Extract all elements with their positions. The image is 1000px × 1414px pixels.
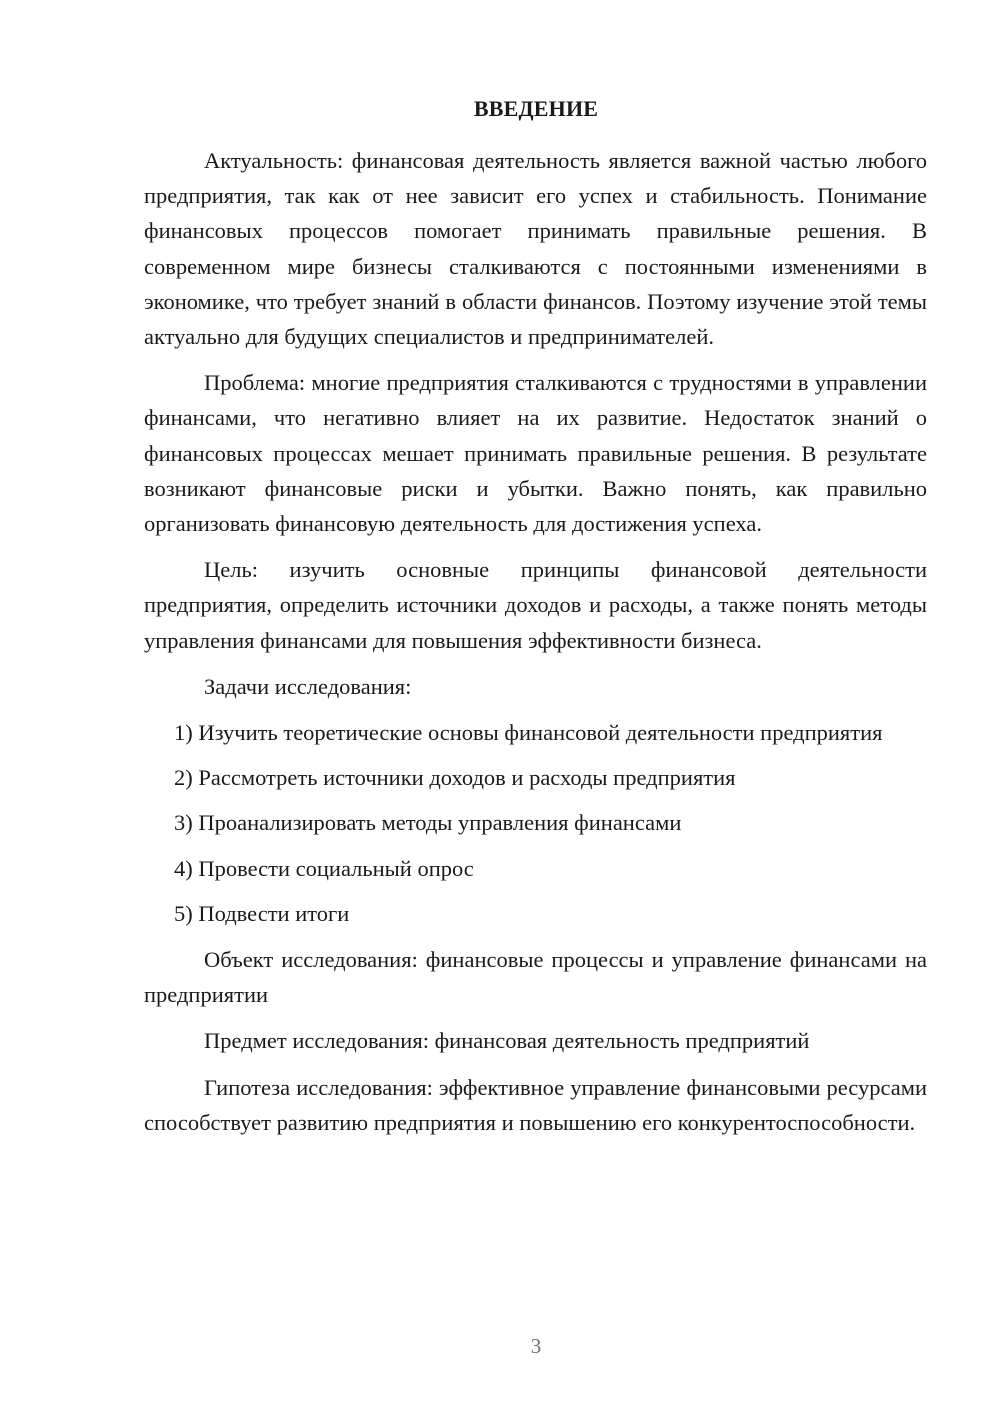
- task-item-2: 2) Рассмотреть источники доходов и расходы предприятия: [174, 765, 736, 791]
- paragraph-object: Объект исследования: финансовые процессы и управление финансами на предприятии: [144, 947, 927, 1008]
- task-item-4: 4) Провести социальный опрос: [174, 855, 474, 881]
- paragraph-problem: Проблема: многие предприятия сталкиваются с трудностями в управлении финансами, что негативно влияет на их развитие. Недостаток знаний о финансовых процессах мешает принимать правильные решения. В результате возникают финансовые риски и убытки. Важно понять, как правильно организовать финансовую деятельность для достижения успеха.: [144, 370, 927, 537]
- task-item-5: 5) Подвести итоги: [174, 900, 350, 926]
- task-item-3: 3) Проанализировать методы управления финансами: [174, 810, 682, 836]
- paragraph-subject: Предмет исследования: финансовая деятельность предприятий: [204, 1028, 810, 1054]
- page-number: 3: [530, 1334, 542, 1358]
- paragraph-relevance: Актуальность: финансовая деятельность является важной частью любого предприятия, так как от нее зависит его успех и стабильность. Понимание финансовых процессов помогает принимать правильные решения. В современном мире бизнесы сталкиваются с постоянными изменениями в экономике, что требует знаний в области финансов. Поэтому изучение этой темы актуально для будущих специалистов и предпринимателей.: [144, 148, 927, 350]
- paragraph-goal: Цель: изучить основные принципы финансовой деятельности предприятия, определить источники доходов и расходы, а также понять методы управления финансами для повышения эффективности бизнеса.: [144, 557, 927, 653]
- paragraph-hypothesis: Гипотеза исследования: эффективное управление финансовыми ресурсами способствует развитию предприятия и повышению его конкурентоспособности.: [144, 1074, 927, 1135]
- tasks-heading: Задачи исследования:: [204, 673, 412, 699]
- page-title: ВВЕДЕНИЕ: [473, 96, 599, 121]
- task-item-1: 1) Изучить теоретические основы финансовой деятельности предприятия: [174, 720, 883, 746]
- document-body: [144, 143, 927, 1151]
